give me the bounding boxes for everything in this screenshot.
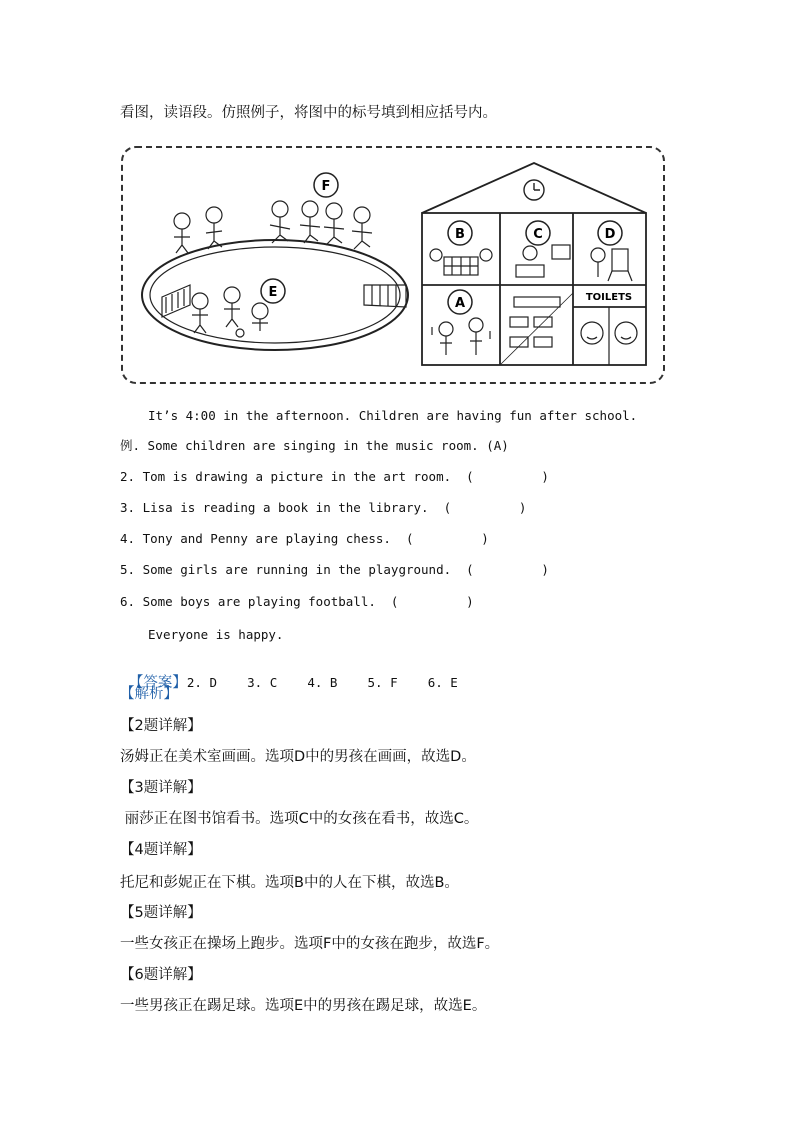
answer-label: 【答案】 [128,675,187,691]
toilet-faces-icon [581,307,637,365]
label-c [526,221,550,245]
dashed-frame [122,147,664,383]
question-6: 6. Some boys are playing football. ( ) [120,594,474,609]
analysis-text-2: 汤姆正在美术室画画。选项D中的男孩在画画，故选D。 [120,749,476,765]
answer-text: 2. D 3. C 4. B 5. F 6. E [186,675,458,690]
example-line: 例. Some children are singing in the music room. (A) [120,438,509,453]
analysis-text-3: 丽莎正在图书馆看书。选项C中的女孩在看书，故选C。 [120,811,479,827]
label-a [448,290,472,314]
question-3: 3. Lisa is reading a book in the library. ( ) [120,500,527,515]
classroom-desks-icon [500,293,573,365]
label-f [314,173,338,197]
svg-text:E: E [268,285,278,300]
question-4: 4. Tony and Penny are playing chess. ( ) [120,531,489,546]
analysis-heading-4: 【4题详解】 [120,842,202,858]
analysis-heading-2: 【2题详解】 [120,718,202,734]
analysis-text-5: 一些女孩正在操场上跑步。选项F中的女孩在跑步，故选F。 [120,936,500,952]
football-boys-icon [192,287,268,337]
chess-players-icon [430,249,492,275]
question-2: 2. Tom is drawing a picture in the art room. ( ) [120,469,549,484]
singing-children-icon [432,318,490,355]
running-girls-icon [174,201,372,253]
label-d [598,221,622,245]
toilets-sign: TOILETS [585,292,633,303]
svg-text:A: A [454,296,466,311]
analysis-heading-6: 【6题详解】 [120,967,202,983]
analysis-heading-5: 【5题详解】 [120,905,202,921]
question-5: 5. Some girls are running in the playground. ( ) [120,562,549,577]
analysis-heading-3: 【3题详解】 [120,780,202,796]
passage-intro: It’s 4:00 in the afternoon. Children are having fun after school. [148,408,638,423]
clock-icon [524,180,544,200]
analysis-text-4: 托尼和彭妮正在下棋。选项B中的人在下棋，故选B。 [120,875,459,891]
svg-text:F: F [321,179,331,194]
school-scene-illustration [120,145,666,385]
label-b [448,221,472,245]
svg-text:D: D [604,227,616,242]
painting-boy-icon [591,248,632,281]
analysis-text-6: 一些男孩正在踢足球。选项E中的男孩在踢足球，故选E。 [120,998,487,1014]
analysis-label: 【解析】 [120,686,178,702]
label-e [261,279,285,303]
instruction: 看图，读语段。仿照例子，将图中的标号填到相应括号内。 [120,105,497,121]
goal-left-icon [162,285,190,317]
passage-outro: Everyone is happy. [148,627,284,642]
svg-text:C: C [533,227,543,242]
reading-girl-icon [516,245,570,277]
svg-text:B: B [455,227,465,242]
